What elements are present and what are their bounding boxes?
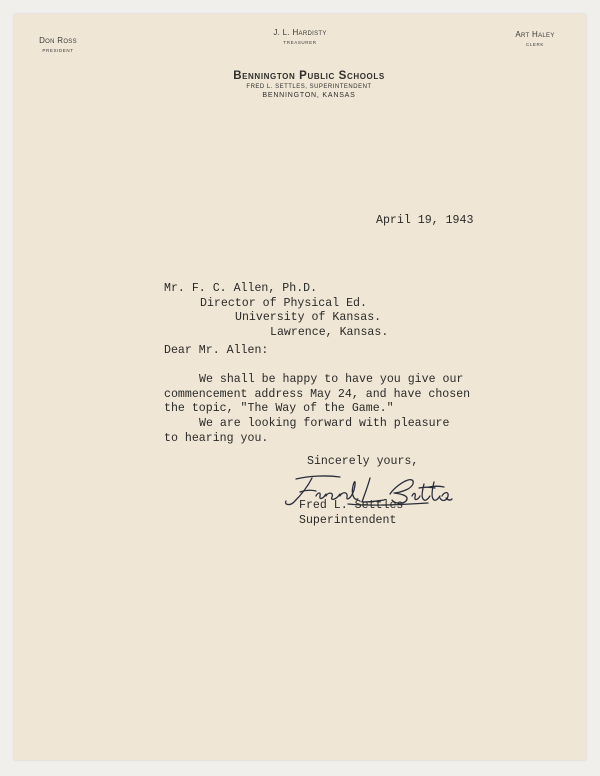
p2-line-2: to hearing you. <box>164 431 269 445</box>
treasurer-name: J. L. Hardisty <box>273 28 327 37</box>
signer-title: Superintendent <box>299 513 397 527</box>
salutation: Dear Mr. Allen: <box>164 344 269 357</box>
signature-block <box>299 499 403 528</box>
president-role: PRESIDENT <box>42 48 74 53</box>
president-name: Don Ross <box>39 36 77 45</box>
recipient-line-1: Mr. F. C. Allen, Ph.D. <box>164 282 318 295</box>
p1-line-1: We shall be happy to have you give our <box>199 373 464 386</box>
clerk-name: Art Haley <box>515 30 555 39</box>
clerk-role: CLERK <box>525 42 544 47</box>
letterhead-school <box>164 70 454 99</box>
closing: Sincerely yours, <box>307 455 419 468</box>
letterhead-clerk <box>500 30 570 47</box>
paragraph-2 <box>164 417 449 446</box>
letter-date: April 19, 1943 <box>376 214 474 227</box>
recipient-line-3: University of Kansas. <box>235 311 382 325</box>
school-name: Bennington Public Schools <box>233 70 385 82</box>
paragraph-1 <box>164 373 470 417</box>
recipient-line-2: Director of Physical Ed. <box>200 296 367 310</box>
city-line: BENNINGTON, KANSAS <box>262 92 356 99</box>
p1-line-2: commencement address May 24, and have chosen <box>164 387 471 401</box>
letterhead-president <box>28 36 88 53</box>
superintendent-line: FRED L. SETTLES, SUPERINTENDENT <box>246 84 372 90</box>
treasurer-role: TREASURER <box>283 40 317 45</box>
letter-page <box>14 14 586 760</box>
letterhead-treasurer <box>260 28 340 45</box>
p2-line-1: We are looking forward with pleasure <box>199 417 450 430</box>
recipient-line-4: Lawrence, Kansas. <box>270 325 389 339</box>
p1-line-3: the topic, "The Way of the Game." <box>164 402 394 416</box>
recipient-address <box>164 282 388 340</box>
signer-name: Fred L. Settles <box>299 499 404 512</box>
